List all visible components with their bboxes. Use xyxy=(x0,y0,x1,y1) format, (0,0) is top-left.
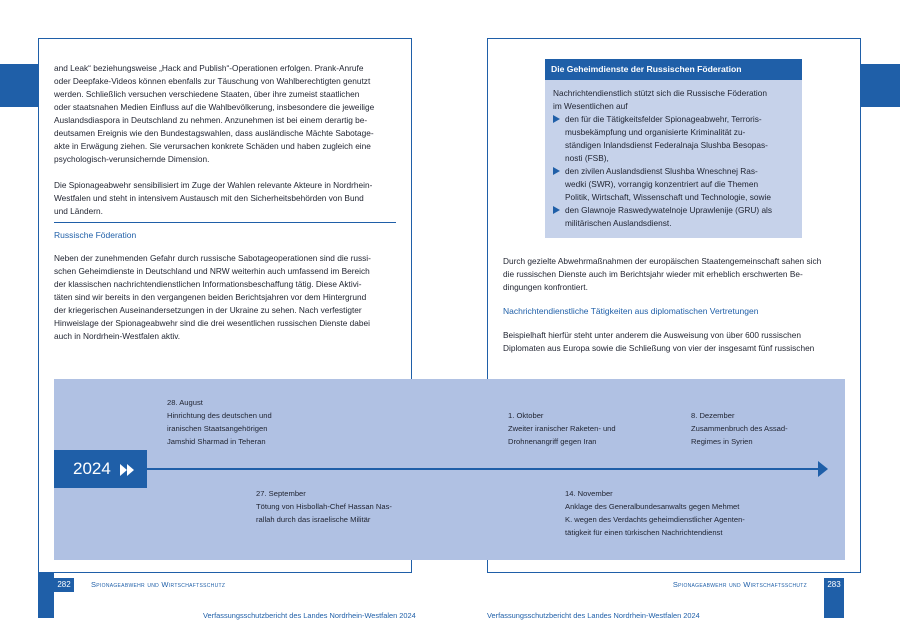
timeline-event: 27. September Tötung von Hisbollah-Chef Hassan Nas- rallah durch das israelische Militär xyxy=(256,489,392,524)
triangle-bullet-icon xyxy=(553,167,560,175)
page-number: 282 xyxy=(54,578,74,592)
left-paragraph-3: Neben der zunehmenden Gefahr durch russische Sabotageoperationen sind die russi- schen Geheimdienste in Deutschland und NRW weiterhin auch umfassend im Bereich der klassischen nachrichtendienstlichen Informationsbeschaffung tätig. Diese Aktivi- täten sind wir bereits in den vergangenen beiden Berichtsjahren vor dem Hintergrund der kriegerischen Auseinandersetzungen in der Ukraine zu sehen. Nach verfestigter Hinweislage der Spionageabwehr sind die drei wesentlichen russischen Dienste dabei auch in Nordrhein-Westfalen aktiv. xyxy=(54,253,371,341)
right-side-tab xyxy=(861,64,900,107)
left-column xyxy=(54,62,396,343)
timeline-event: 28. August Hinrichtung des deutschen und iranischen Staatsangehörigen Jamshid Sharmad in Teheran xyxy=(167,398,272,446)
info-box-title: Die Geheimdienste der Russischen Föderation xyxy=(545,59,802,80)
left-paragraph-2: Die Spionageabwehr sensibilisiert im Zuge der Wahlen relevante Akteure in Nordrhein- Westfalen und steht in intensivem Austausch mit den Sicherheitsbehörden von Bund und Ländern. xyxy=(54,180,373,216)
running-head: Spionageabwehr und Wirtschaftsschutz xyxy=(672,580,807,589)
timeline-event: 1. Oktober Zweiter iranischer Raketen- und Drohnenangriff gegen Iran xyxy=(508,411,616,446)
right-bottom-tab xyxy=(824,592,844,618)
fast-forward-icon xyxy=(120,464,134,476)
left-side-tab xyxy=(0,64,39,107)
timeline-arrow-icon xyxy=(818,461,828,477)
right-paragraph-2: Beispielhaft hierfür steht unter anderem die Ausweisung von über 600 russischen Diplomaten aus Europa sowie die Schließung von vier der insgesamt fünf russischen xyxy=(503,330,815,353)
triangle-bullet-icon xyxy=(553,115,560,123)
page-footer: Verfassungsschutzbericht des Landes Nordrhein-Westfalen 2024 xyxy=(487,611,700,620)
section-heading: Nachrichtendienstliche Tätigkeiten aus diplomatischen Vertretungen xyxy=(503,306,759,316)
list-item: den für die Tätigkeitsfelder Spionageabwehr, Terroris- musbekämpfung und organisierte Kriminalität zu- ständigen Inlandsdienst Federalnaja Slushba Besopas- nosti (FSB), xyxy=(553,113,794,165)
timeline-event: 8. Dezember Zusammenbruch des Assad- Regimes in Syrien xyxy=(691,411,788,446)
info-box: Die Geheimdienste der Russischen Föderation Nachrichtendienstlich stützt sich die Russische Föderation im Wesentlichen auf den für die Tätigkeitsfelder Spionageabwehr, Terroris- musbekämpfung und organisierte Kriminalität zu- ständigen Inlandsdienst Federalnaja Slushba Besopas- nosti (FSB), den zivilen Auslandsdienst Slushba Wneschnej Ras- wedki (SWR), vorrangig konzentriert auf die Themen Politik, Wirtschaft, Wissenschaft und Technologie, sowie den Glawnoje Raswedywatelnoje Uprawlenije (GRU) als militärischen Auslandsdienst. xyxy=(545,59,802,238)
right-paragraph-1: Durch gezielte Abwehrmaßnahmen der europäischen Staatengemeinschaft sahen sich die russischen Dienste auch im Berichtsjahr wieder mit erheblich erschwerten Be- dingungen konfrontiert. xyxy=(503,256,822,292)
timeline-year-label: 2024 xyxy=(54,450,147,488)
list-item: den Glawnoje Raswedywatelnoje Uprawlenije (GRU) als militärischen Auslandsdienst. xyxy=(553,204,794,230)
section-heading: Russische Föderation xyxy=(54,230,137,240)
page-number: 283 xyxy=(824,578,844,592)
service-list xyxy=(553,113,794,230)
running-head: Spionageabwehr und Wirtschaftsschutz xyxy=(91,580,226,589)
timeline-event: 14. November Anklage des Generalbundesanwalts gegen Mehmet K. wegen des Verdachts geheimdienstlicher Agenten- tätigkeit für einen türkischen Nachrichtendienst xyxy=(565,489,745,537)
left-bottom-tab xyxy=(38,573,54,618)
left-paragraph-1: and Leak“ beziehungsweise „Hack and Publish“-Operationen erfolgen. Prank-Anrufe oder Deepfake-Videos können ebenfalls zur Täuschung von Wahlberechtigten genutzt werden. Schließlich versuchen verschiedene Staaten, über ihre zumeist staatlichen oder staatsnahen Medien Einfluss auf die Wahlbevölkerung, insbesondere die jeweilige Auslandsdiaspora in Deutschland zu nehmen. Anzunehmen ist bei einem derartig be- deutsamen Ereignis wie den Bundestagswahlen, dass ausländische Mächte Sabotage- akte in Erwägung ziehen. Sie verursachen konkrete Schäden und haben zugleich eine psychologisch-verunsichernde Dimension. xyxy=(54,63,375,164)
right-column xyxy=(503,255,845,355)
list-item: den zivilen Auslandsdienst Slushba Wneschnej Ras- wedki (SWR), vorrangig konzentriert auf die Themen Politik, Wirtschaft, Wissenschaft und Technologie, sowie xyxy=(553,165,794,204)
timeline xyxy=(54,379,845,560)
timeline-axis xyxy=(147,468,819,470)
page-footer: Verfassungsschutzbericht des Landes Nordrhein-Westfalen 2024 xyxy=(203,611,416,620)
triangle-bullet-icon xyxy=(553,206,560,214)
section-divider xyxy=(54,222,396,223)
